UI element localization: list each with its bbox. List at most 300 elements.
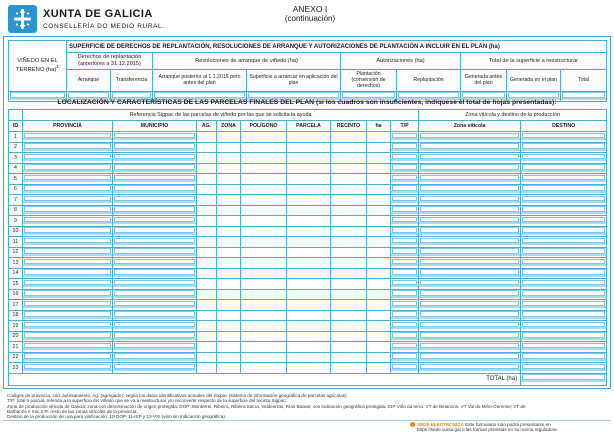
destino-input[interactable] bbox=[521, 342, 607, 353]
provincia-input[interactable] bbox=[23, 268, 113, 279]
zona-viticola-input[interactable] bbox=[419, 174, 521, 185]
ag-cell[interactable] bbox=[197, 342, 217, 353]
parcela-cell[interactable] bbox=[287, 142, 331, 153]
col-ha-header: ha bbox=[367, 121, 391, 132]
zona-viticola-input[interactable] bbox=[419, 184, 521, 195]
poligono-cell[interactable] bbox=[241, 142, 287, 153]
ha-cell[interactable] bbox=[367, 279, 391, 290]
ag-cell[interactable] bbox=[197, 279, 217, 290]
parcela-cell[interactable] bbox=[287, 205, 331, 216]
destino-input[interactable] bbox=[521, 142, 607, 153]
poligono-cell[interactable] bbox=[241, 352, 287, 363]
ha-cell[interactable] bbox=[367, 363, 391, 374]
poligono-cell[interactable] bbox=[241, 153, 287, 164]
tp-input[interactable] bbox=[391, 226, 419, 237]
municipio-input[interactable] bbox=[113, 205, 197, 216]
municipio-input[interactable] bbox=[113, 289, 197, 300]
provincia-input[interactable] bbox=[23, 300, 113, 311]
poligono-cell[interactable] bbox=[241, 300, 287, 311]
municipio-input[interactable] bbox=[113, 237, 197, 248]
ha-cell[interactable] bbox=[367, 226, 391, 237]
poligono-cell[interactable] bbox=[241, 132, 287, 143]
ha-cell[interactable] bbox=[367, 237, 391, 248]
destino-input[interactable] bbox=[521, 300, 607, 311]
destino-input[interactable] bbox=[521, 331, 607, 342]
recinto-cell[interactable] bbox=[331, 247, 367, 258]
municipio-input[interactable] bbox=[113, 184, 197, 195]
col-superficie-arrancar-header: Superficie a arrancar en aplicación del plan bbox=[247, 70, 341, 92]
zona-viticola-input[interactable] bbox=[419, 237, 521, 248]
zona-viticola-input[interactable] bbox=[419, 279, 521, 290]
ag-cell[interactable] bbox=[197, 258, 217, 269]
table-row bbox=[9, 247, 607, 258]
ag-cell[interactable] bbox=[197, 226, 217, 237]
tp-input[interactable] bbox=[391, 184, 419, 195]
ha-cell[interactable] bbox=[367, 342, 391, 353]
ha-cell[interactable] bbox=[367, 216, 391, 227]
provincia-input[interactable] bbox=[23, 205, 113, 216]
parcela-cell[interactable] bbox=[287, 174, 331, 185]
col-ag-header: AG. bbox=[197, 121, 217, 132]
row-id: 2 bbox=[9, 142, 23, 153]
ha-cell[interactable] bbox=[367, 163, 391, 174]
recinto-cell[interactable] bbox=[331, 195, 367, 206]
total-ha-input[interactable] bbox=[521, 373, 607, 385]
ha-cell[interactable] bbox=[367, 132, 391, 143]
zona-cell[interactable] bbox=[217, 195, 241, 206]
zona-cell[interactable] bbox=[217, 310, 241, 321]
annex-title: ANEXO I bbox=[292, 4, 328, 14]
provincia-input[interactable] bbox=[23, 342, 113, 353]
provincia-input[interactable] bbox=[23, 279, 113, 290]
row-id: 18 bbox=[9, 310, 23, 321]
municipio-input[interactable] bbox=[113, 321, 197, 332]
zona-cell[interactable] bbox=[217, 205, 241, 216]
provincia-input[interactable] bbox=[23, 237, 113, 248]
municipio-input[interactable] bbox=[113, 258, 197, 269]
parcela-cell[interactable] bbox=[287, 310, 331, 321]
tp-input[interactable] bbox=[391, 289, 419, 300]
provincia-input[interactable] bbox=[23, 310, 113, 321]
provincia-input[interactable] bbox=[23, 321, 113, 332]
zona-viticola-input[interactable] bbox=[419, 153, 521, 164]
tp-input[interactable] bbox=[391, 268, 419, 279]
poligono-cell[interactable] bbox=[241, 195, 287, 206]
zona-cell[interactable] bbox=[217, 132, 241, 143]
parcela-cell[interactable] bbox=[287, 132, 331, 143]
zona-cell[interactable] bbox=[217, 153, 241, 164]
recinto-cell[interactable] bbox=[331, 153, 367, 164]
destino-input[interactable] bbox=[521, 289, 607, 300]
footnotes bbox=[7, 393, 609, 419]
provincia-input[interactable] bbox=[23, 195, 113, 206]
tp-input[interactable] bbox=[391, 195, 419, 206]
zona-viticola-input[interactable] bbox=[419, 132, 521, 143]
zona-cell[interactable] bbox=[217, 300, 241, 311]
parcels-table bbox=[8, 109, 607, 386]
group-derechos-header: Derechos de replantación (anteriores a 31.12.2015) bbox=[67, 53, 153, 70]
destino-input[interactable] bbox=[521, 184, 607, 195]
row-id: 6 bbox=[9, 184, 23, 195]
poligono-cell[interactable] bbox=[241, 289, 287, 300]
col-parcela-header: PARCELA bbox=[287, 121, 331, 132]
destino-input[interactable] bbox=[521, 205, 607, 216]
row-id: 11 bbox=[9, 237, 23, 248]
ha-cell[interactable] bbox=[367, 310, 391, 321]
tp-input[interactable] bbox=[391, 258, 419, 269]
parcela-cell[interactable] bbox=[287, 331, 331, 342]
provincia-input[interactable] bbox=[23, 153, 113, 164]
parcela-cell[interactable] bbox=[287, 268, 331, 279]
municipio-input[interactable] bbox=[113, 174, 197, 185]
recinto-cell[interactable] bbox=[331, 342, 367, 353]
ha-cell[interactable] bbox=[367, 258, 391, 269]
municipio-input[interactable] bbox=[113, 226, 197, 237]
parcela-cell[interactable] bbox=[287, 247, 331, 258]
zona-viticola-input[interactable] bbox=[419, 289, 521, 300]
municipio-input[interactable] bbox=[113, 342, 197, 353]
tp-input[interactable] bbox=[391, 352, 419, 363]
ha-cell[interactable] bbox=[367, 153, 391, 164]
sede-label: SEDE ELECTRÓNICA bbox=[417, 422, 464, 427]
zona-cell[interactable] bbox=[217, 289, 241, 300]
tp-input[interactable] bbox=[391, 247, 419, 258]
zona-cell[interactable] bbox=[217, 216, 241, 227]
table-row bbox=[9, 132, 607, 143]
provincia-input[interactable] bbox=[23, 289, 113, 300]
group-sigpac-header: Referencia Sigpac de las parcelas de viñedo por las que se solicita la ayuda bbox=[23, 110, 419, 121]
zona-cell[interactable] bbox=[217, 331, 241, 342]
municipio-input[interactable] bbox=[113, 163, 197, 174]
parcela-cell[interactable] bbox=[287, 321, 331, 332]
zona-cell[interactable] bbox=[217, 163, 241, 174]
recinto-cell[interactable] bbox=[331, 352, 367, 363]
parcela-cell[interactable] bbox=[287, 300, 331, 311]
poligono-cell[interactable] bbox=[241, 205, 287, 216]
parcela-cell[interactable] bbox=[287, 184, 331, 195]
zona-cell[interactable] bbox=[217, 363, 241, 374]
destino-input[interactable] bbox=[521, 216, 607, 227]
recinto-cell[interactable] bbox=[331, 289, 367, 300]
footnote-line: Destino de la producción de uva para vinificación: 10-DOP, 11-IXP y 12-VSI (vino sin indicación geográfica) bbox=[7, 414, 225, 420]
recinto-cell[interactable] bbox=[331, 258, 367, 269]
row-id: 5 bbox=[9, 174, 23, 185]
poligono-cell[interactable] bbox=[241, 174, 287, 185]
destino-input[interactable] bbox=[521, 153, 607, 164]
provincia-input[interactable] bbox=[23, 163, 113, 174]
ag-cell[interactable] bbox=[197, 195, 217, 206]
poligono-cell[interactable] bbox=[241, 310, 287, 321]
ag-cell[interactable] bbox=[197, 289, 217, 300]
tp-input[interactable] bbox=[391, 216, 419, 227]
ag-cell[interactable] bbox=[197, 268, 217, 279]
ha-cell[interactable] bbox=[367, 300, 391, 311]
zona-cell[interactable] bbox=[217, 258, 241, 269]
recinto-cell[interactable] bbox=[331, 142, 367, 153]
zona-viticola-input[interactable] bbox=[419, 363, 521, 374]
tp-input[interactable] bbox=[391, 321, 419, 332]
poligono-cell[interactable] bbox=[241, 258, 287, 269]
provincia-input[interactable] bbox=[23, 247, 113, 258]
zona-viticola-input[interactable] bbox=[419, 342, 521, 353]
row-id: 12 bbox=[9, 247, 23, 258]
recinto-cell[interactable] bbox=[331, 363, 367, 374]
destino-input[interactable] bbox=[521, 310, 607, 321]
recinto-cell[interactable] bbox=[331, 279, 367, 290]
ha-cell[interactable] bbox=[367, 352, 391, 363]
recinto-cell[interactable] bbox=[331, 268, 367, 279]
zona-viticola-input[interactable] bbox=[419, 331, 521, 342]
table-row bbox=[9, 268, 607, 279]
ag-cell[interactable] bbox=[197, 216, 217, 227]
ag-cell[interactable] bbox=[197, 247, 217, 258]
parcela-cell[interactable] bbox=[287, 352, 331, 363]
recinto-cell[interactable] bbox=[331, 321, 367, 332]
municipio-input[interactable] bbox=[113, 268, 197, 279]
footnote-line: T/P: total o parcial, referido a la superficie del viñedo que se va a reestructurar y/o reconvertir respecto de la superficie del recinto Sigpac: bbox=[7, 398, 287, 404]
destino-input[interactable] bbox=[521, 174, 607, 185]
zona-viticola-input[interactable] bbox=[419, 268, 521, 279]
ag-cell[interactable] bbox=[197, 132, 217, 143]
zona-cell[interactable] bbox=[217, 237, 241, 248]
poligono-cell[interactable] bbox=[241, 331, 287, 342]
destino-input[interactable] bbox=[521, 195, 607, 206]
provincia-input[interactable] bbox=[23, 216, 113, 227]
recinto-cell[interactable] bbox=[331, 184, 367, 195]
ag-cell[interactable] bbox=[197, 142, 217, 153]
destino-input[interactable] bbox=[521, 163, 607, 174]
ha-cell[interactable] bbox=[367, 184, 391, 195]
tp-input[interactable] bbox=[391, 342, 419, 353]
ag-cell[interactable] bbox=[197, 331, 217, 342]
ag-cell[interactable] bbox=[197, 153, 217, 164]
ha-cell[interactable] bbox=[367, 174, 391, 185]
recinto-cell[interactable] bbox=[331, 226, 367, 237]
parcela-cell[interactable] bbox=[287, 237, 331, 248]
table2-title: LOCALIZACIÓN Y CARACTERÍSTICAS DE LAS PARCELAS FINALES DEL PLAN (si los cuadros son insuficientes, indíquese el total de hojas presentadas): bbox=[57, 99, 557, 106]
zona-cell[interactable] bbox=[217, 184, 241, 195]
recinto-cell[interactable] bbox=[331, 163, 367, 174]
provincia-input[interactable] bbox=[23, 258, 113, 269]
ag-cell[interactable] bbox=[197, 205, 217, 216]
tp-input[interactable] bbox=[391, 363, 419, 374]
table-row bbox=[9, 363, 607, 374]
zona-cell[interactable] bbox=[217, 174, 241, 185]
zona-cell[interactable] bbox=[217, 321, 241, 332]
poligono-cell[interactable] bbox=[241, 321, 287, 332]
tp-input[interactable] bbox=[391, 310, 419, 321]
ha-cell[interactable] bbox=[367, 142, 391, 153]
poligono-cell[interactable] bbox=[241, 342, 287, 353]
zona-viticola-input[interactable] bbox=[419, 163, 521, 174]
ag-cell[interactable] bbox=[197, 184, 217, 195]
poligono-cell[interactable] bbox=[241, 184, 287, 195]
tp-input[interactable] bbox=[391, 174, 419, 185]
poligono-cell[interactable] bbox=[241, 237, 287, 248]
poligono-cell[interactable] bbox=[241, 247, 287, 258]
municipio-input[interactable] bbox=[113, 363, 197, 374]
ag-cell[interactable] bbox=[197, 300, 217, 311]
provincia-input[interactable] bbox=[23, 363, 113, 374]
municipio-input[interactable] bbox=[113, 331, 197, 342]
ha-cell[interactable] bbox=[367, 321, 391, 332]
row-id: 3 bbox=[9, 153, 23, 164]
provincia-input[interactable] bbox=[23, 184, 113, 195]
tp-input[interactable] bbox=[391, 279, 419, 290]
tp-input[interactable] bbox=[391, 205, 419, 216]
zona-viticola-input[interactable] bbox=[419, 205, 521, 216]
poligono-cell[interactable] bbox=[241, 363, 287, 374]
ha-cell[interactable] bbox=[367, 247, 391, 258]
ag-cell[interactable] bbox=[197, 237, 217, 248]
municipio-input[interactable] bbox=[113, 279, 197, 290]
tp-input[interactable] bbox=[391, 300, 419, 311]
table-row bbox=[9, 174, 607, 185]
parcela-cell[interactable] bbox=[287, 289, 331, 300]
zona-cell[interactable] bbox=[217, 142, 241, 153]
destino-input[interactable] bbox=[521, 363, 607, 374]
parcela-cell[interactable] bbox=[287, 363, 331, 374]
zona-viticola-input[interactable] bbox=[419, 352, 521, 363]
recinto-cell[interactable] bbox=[331, 174, 367, 185]
zona-cell[interactable] bbox=[217, 352, 241, 363]
zona-viticola-input[interactable] bbox=[419, 142, 521, 153]
municipio-input[interactable] bbox=[113, 352, 197, 363]
tp-input[interactable] bbox=[391, 163, 419, 174]
row-id: 14 bbox=[9, 268, 23, 279]
zona-cell[interactable] bbox=[217, 279, 241, 290]
recinto-cell[interactable] bbox=[331, 237, 367, 248]
ag-cell[interactable] bbox=[197, 310, 217, 321]
poligono-cell[interactable] bbox=[241, 226, 287, 237]
sede-note bbox=[410, 422, 610, 433]
table-row bbox=[9, 300, 607, 311]
table-row bbox=[9, 184, 607, 195]
destino-input[interactable] bbox=[521, 132, 607, 143]
provincia-input[interactable] bbox=[23, 174, 113, 185]
table-row bbox=[9, 342, 607, 353]
destino-input[interactable] bbox=[521, 237, 607, 248]
tp-input[interactable] bbox=[391, 331, 419, 342]
ag-cell[interactable] bbox=[197, 163, 217, 174]
ag-cell[interactable] bbox=[197, 321, 217, 332]
ha-cell[interactable] bbox=[367, 331, 391, 342]
parcela-cell[interactable] bbox=[287, 279, 331, 290]
poligono-cell[interactable] bbox=[241, 216, 287, 227]
ha-cell[interactable] bbox=[367, 195, 391, 206]
col-arranque-posterior-header: Arranque posterior al 1.1.2016 pero antes del plan bbox=[153, 70, 247, 92]
row-id: 23 bbox=[9, 363, 23, 374]
col-zona-header: ZONA bbox=[217, 121, 241, 132]
parcela-cell[interactable] bbox=[287, 195, 331, 206]
sede-electronica-icon bbox=[410, 422, 415, 427]
table-row bbox=[9, 352, 607, 363]
parcela-cell[interactable] bbox=[287, 163, 331, 174]
parcela-cell[interactable] bbox=[287, 226, 331, 237]
tp-input[interactable] bbox=[391, 132, 419, 143]
provincia-input[interactable] bbox=[23, 142, 113, 153]
parcela-cell[interactable] bbox=[287, 153, 331, 164]
ha-cell[interactable] bbox=[367, 289, 391, 300]
ag-cell[interactable] bbox=[197, 352, 217, 363]
zona-viticola-input[interactable] bbox=[419, 195, 521, 206]
col-municipio-header: MUNICIPIO bbox=[113, 121, 197, 132]
recinto-cell[interactable] bbox=[331, 132, 367, 143]
provincia-input[interactable] bbox=[23, 331, 113, 342]
ha-cell[interactable] bbox=[367, 268, 391, 279]
zona-cell[interactable] bbox=[217, 226, 241, 237]
zona-viticola-input[interactable] bbox=[419, 321, 521, 332]
zona-viticola-input[interactable] bbox=[419, 310, 521, 321]
col-id-header: ID bbox=[9, 121, 23, 132]
table-row bbox=[9, 153, 607, 164]
municipio-input[interactable] bbox=[113, 300, 197, 311]
parcela-cell[interactable] bbox=[287, 216, 331, 227]
zona-viticola-input[interactable] bbox=[419, 226, 521, 237]
destino-input[interactable] bbox=[521, 247, 607, 258]
destino-input[interactable] bbox=[521, 279, 607, 290]
destino-input[interactable] bbox=[521, 258, 607, 269]
zona-cell[interactable] bbox=[217, 268, 241, 279]
col-tp-header: T/P bbox=[391, 121, 419, 132]
parcela-cell[interactable] bbox=[287, 258, 331, 269]
recinto-cell[interactable] bbox=[331, 310, 367, 321]
municipio-input[interactable] bbox=[113, 216, 197, 227]
municipio-input[interactable] bbox=[113, 153, 197, 164]
provincia-input[interactable] bbox=[23, 226, 113, 237]
org-name: XUNTA DE GALICIA bbox=[43, 8, 153, 20]
zona-viticola-input[interactable] bbox=[419, 300, 521, 311]
municipio-input[interactable] bbox=[113, 195, 197, 206]
zona-viticola-input[interactable] bbox=[419, 258, 521, 269]
ag-cell[interactable] bbox=[197, 363, 217, 374]
destino-input[interactable] bbox=[521, 352, 607, 363]
zona-cell[interactable] bbox=[217, 247, 241, 258]
provincia-input[interactable] bbox=[23, 352, 113, 363]
recinto-cell[interactable] bbox=[331, 300, 367, 311]
vineyard-on-land-header: VIÑEDO EN EL TERRENO (ha)$^1$ bbox=[9, 41, 67, 92]
ag-cell[interactable] bbox=[197, 174, 217, 185]
zona-viticola-input[interactable] bbox=[419, 216, 521, 227]
recinto-cell[interactable] bbox=[331, 331, 367, 342]
provincia-input[interactable] bbox=[23, 132, 113, 143]
poligono-cell[interactable] bbox=[241, 279, 287, 290]
destino-input[interactable] bbox=[521, 321, 607, 332]
parcela-cell[interactable] bbox=[287, 342, 331, 353]
col-zona-viticola-header: Zona vitícola bbox=[419, 121, 521, 132]
municipio-input[interactable] bbox=[113, 142, 197, 153]
row-id: 20 bbox=[9, 331, 23, 342]
municipio-input[interactable] bbox=[113, 247, 197, 258]
municipio-input[interactable] bbox=[113, 132, 197, 143]
row-id: 7 bbox=[9, 195, 23, 206]
zona-cell[interactable] bbox=[217, 342, 241, 353]
recinto-cell[interactable] bbox=[331, 205, 367, 216]
recinto-cell[interactable] bbox=[331, 216, 367, 227]
zona-viticola-input[interactable] bbox=[419, 247, 521, 258]
destino-input[interactable] bbox=[521, 268, 607, 279]
tp-input[interactable] bbox=[391, 153, 419, 164]
poligono-cell[interactable] bbox=[241, 163, 287, 174]
municipio-input[interactable] bbox=[113, 310, 197, 321]
poligono-cell[interactable] bbox=[241, 268, 287, 279]
tp-input[interactable] bbox=[391, 237, 419, 248]
total-ha-label: TOTAL (ha) bbox=[9, 373, 521, 385]
destino-input[interactable] bbox=[521, 226, 607, 237]
ha-cell[interactable] bbox=[367, 205, 391, 216]
tp-input[interactable] bbox=[391, 142, 419, 153]
row-id: 9 bbox=[9, 216, 23, 227]
